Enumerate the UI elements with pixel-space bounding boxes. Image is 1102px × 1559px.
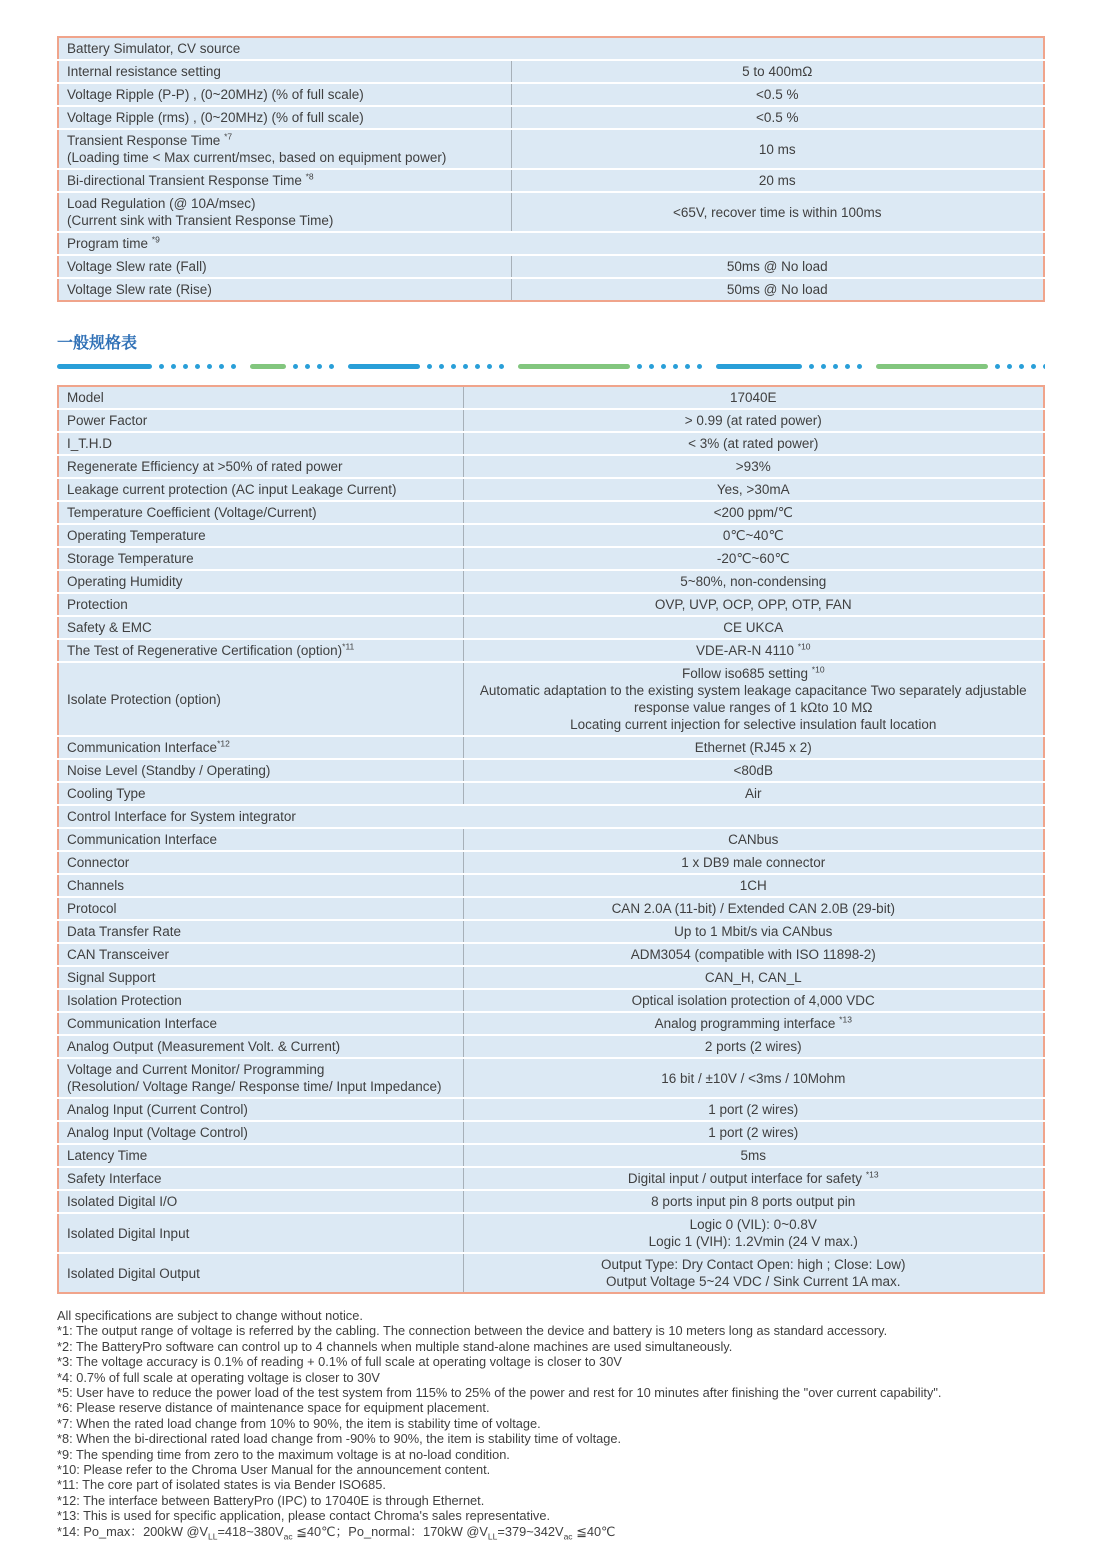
spec-value: CANbus [463,828,1044,851]
divider-dot [293,364,298,369]
spec-row [58,455,1044,478]
spec-row [58,570,1044,593]
spec-row [58,593,1044,616]
spec-row [58,478,1044,501]
spec-label: Noise Level (Standby / Operating) [58,759,463,782]
divider-dot [673,364,678,369]
spec-value: Logic 0 (VIL): 0~0.8V Logic 1 (VIH): 1.2Vmin (24 V max.) [463,1213,1044,1253]
footnote-line: *8: When the bi-directional rated load change from -90% to 90%, the item is stability time of voltage. [57,1431,622,1447]
spec-value: Up to 1 Mbit/s via CANbus [463,920,1044,943]
spec-value: 5ms [463,1144,1044,1167]
spec-row [58,616,1044,639]
spec-value: Air [463,782,1044,805]
divider-dot [329,364,334,369]
spec-label: Storage Temperature [58,547,463,570]
divider-dash [716,364,802,369]
spec-label: Safety & EMC [58,616,463,639]
spec-row [58,920,1044,943]
spec-row [58,1213,1044,1253]
spec-value: 1 port (2 wires) [463,1121,1044,1144]
divider-dot [845,364,850,369]
footnote-line: *13: This is used for specific application, please contact Chroma's sales representative. [57,1508,551,1524]
spec-label: Power Factor [58,409,463,432]
spec-label: Protocol [58,897,463,920]
spec-value: 16 bit / ±10V / <3ms / 10Mohm [463,1058,1044,1098]
table-header-row [58,386,1044,409]
divider-dash [518,364,630,369]
divider-dot [1043,364,1045,369]
spec-label: Communication Interface [58,828,463,851]
spec-label: Analog Input (Voltage Control) [58,1121,463,1144]
divider-dot [661,364,666,369]
spec-label: Isolation Protection [58,989,463,1012]
spec-row [58,83,1044,106]
spec-label: Load Regulation (@ 10A/msec) (Current sink with Transient Response Time) [58,192,511,232]
spec-value: VDE-AR-N 4110 $^{*10}$ [463,639,1044,662]
spec-row [58,1190,1044,1213]
spec-row [58,192,1044,232]
spec-value: OVP, UVP, OCP, OPP, OTP, FAN [463,593,1044,616]
spec-row [58,432,1044,455]
spec-value: <65V, recover time is within 100ms [511,192,1044,232]
spec-label: Voltage and Current Monitor/ Programming (Resolution/ Voltage Range/ Response time/ Input Impedance) [58,1058,463,1098]
spec-label: Analog Output (Measurement Volt. & Current) [58,1035,463,1058]
spec-row [58,1167,1044,1190]
divider-dot [1007,364,1012,369]
divider-dash [348,364,420,369]
divider-dash [57,364,152,369]
spec-value: 2 ports (2 wires) [463,1035,1044,1058]
spec-value: 0℃~40℃ [463,524,1044,547]
divider-dot [159,364,164,369]
spec-label: Voltage Ripple (rms) , (0~20MHz) (% of full scale) [58,106,511,129]
footnote-line: *4: 0.7% of full scale at operating voltage is closer to 30V [57,1369,380,1385]
spec-row [58,255,1044,278]
divider-dot [685,364,690,369]
spec-label: Program time $^{*9}$ [58,232,1044,255]
spec-value: 8 ports input pin 8 ports output pin [463,1190,1044,1213]
spec-row [58,106,1044,129]
spacer [57,1294,1045,1308]
spec-label: Connector [58,851,463,874]
spec-label: Isolated Digital Output [58,1253,463,1293]
section-header-row [58,37,1044,60]
spec-row [58,828,1044,851]
spec-value: 5 to 400mΩ [511,60,1044,83]
spec-value: Optical isolation protection of 4,000 VDC [463,989,1044,1012]
footnote-line: *2: The BatteryPro software can control up to 4 channels when multiple stand-alone machines are used simultaneously. [57,1338,733,1354]
spec-value: 1CH [463,874,1044,897]
spec-row [58,759,1044,782]
footnote-line: *9: The spending time from zero to the maximum voltage is at no-load condition. [57,1446,510,1462]
general-spec-table [57,385,1045,1294]
footnote-line: *1: The output range of voltage is referred by the cabling. The connection between the device and battery is 10 meters long as standard accessory. [57,1323,888,1339]
spec-value: 1 port (2 wires) [463,1098,1044,1121]
spec-label: Transient Response Time $^{*7}$ (Loading time < Max current/msec, based on equipment power) [58,129,511,169]
divider-dot [207,364,212,369]
section-header-label: Battery Simulator, CV source [58,37,1044,60]
divider-dot [463,364,468,369]
spec-value: Output Type: Dry Contact Open: high ; Close: Low) Output Voltage 5~24 VDC / Sink Current 1A max. [463,1253,1044,1293]
column-header-label: Model [58,386,463,409]
spec-value: <0.5 % [511,106,1044,129]
spec-row [58,232,1044,255]
footnote-line: *12: The interface between BatteryPro (IPC) to 17040E is through Ethernet. [57,1492,485,1508]
footnote-line: *6: Please reserve distance of maintenance space for equipment placement. [57,1400,490,1416]
divider-dot [451,364,456,369]
divider-dot [195,364,200,369]
spec-value: 20 ms [511,169,1044,192]
divider-dot [439,364,444,369]
spec-label: Communication Interface [58,1012,463,1035]
spec-label: Voltage Slew rate (Fall) [58,255,511,278]
spec-value: 50ms @ No load [511,255,1044,278]
spec-label: Temperature Coefficient (Voltage/Current) [58,501,463,524]
spec-row [58,169,1044,192]
spec-label: I_T.H.D [58,432,463,455]
spec-row [58,1012,1044,1035]
spec-label: Cooling Type [58,782,463,805]
spec-row [58,943,1044,966]
spec-row [58,1253,1044,1293]
spec-value: Analog programming interface $^{*13}$ [463,1012,1044,1035]
spec-label: Latency Time [58,1144,463,1167]
spec-row [58,129,1044,169]
divider-dot [637,364,642,369]
divider-dot [305,364,310,369]
spec-label: Analog Input (Current Control) [58,1098,463,1121]
spec-value: CAN 2.0A (11-bit) / Extended CAN 2.0B (29-bit) [463,897,1044,920]
spec-label: Regenerate Efficiency at >50% of rated power [58,455,463,478]
spec-value: 10 ms [511,129,1044,169]
spec-label: Operating Humidity [58,570,463,593]
spec-value: CAN_H, CAN_L [463,966,1044,989]
spec-value: 50ms @ No load [511,278,1044,301]
spec-row [58,662,1044,736]
spec-row [58,501,1044,524]
divider-dot [857,364,862,369]
spec-row [58,278,1044,301]
footnote-line: *3: The voltage accuracy is 0.1% of reading + 0.1% of full scale at operating voltage is closer to 30V [57,1354,622,1370]
spec-row [58,524,1044,547]
divider-dot [1031,364,1036,369]
spec-value: 5~80%, non-condensing [463,570,1044,593]
divider-dot [995,364,1000,369]
divider-dot [697,364,702,369]
footnotes-block [57,1308,1047,1542]
footnote-line: *10: Please refer to the Chroma User Manual for the announcement content. [57,1462,491,1478]
general-spec-title: 一般规格表 [57,335,138,352]
spec-value: CE UKCA [463,616,1044,639]
spec-label: Isolated Digital I/O [58,1190,463,1213]
spec-label: Voltage Slew rate (Rise) [58,278,511,301]
spec-label: Leakage current protection (AC input Leakage Current) [58,478,463,501]
spec-label: Safety Interface [58,1167,463,1190]
spec-row [58,60,1044,83]
divider-dot [833,364,838,369]
spec-row [58,966,1044,989]
spec-label: Voltage Ripple (P-P) , (0~20MHz) (% of full scale) [58,83,511,106]
divider-dot [219,364,224,369]
spec-value: > 0.99 (at rated power) [463,409,1044,432]
column-header-value: 17040E [463,386,1044,409]
divider-dash [876,364,988,369]
spec-row [58,851,1044,874]
spec-row [58,736,1044,759]
spec-value: <0.5 % [511,83,1044,106]
spec-label: Signal Support [58,966,463,989]
footnote-line: *11: The core part of isolated states is via Bender ISO685. [57,1477,386,1493]
section-header-row [58,805,1044,828]
divider-dot [475,364,480,369]
footnote-line: All specifications are subject to change without notice. [57,1308,363,1323]
divider-dot [821,364,826,369]
divider-dot [487,364,492,369]
spec-row [58,1035,1044,1058]
spec-label: Bi-directional Transient Response Time $^{*8}$ [58,169,511,192]
divider-dot [183,364,188,369]
spec-row [58,989,1044,1012]
spec-row [58,409,1044,432]
section-header-label: Control Interface for System integrator [58,805,1044,828]
spec-label: CAN Transceiver [58,943,463,966]
spec-label: Channels [58,874,463,897]
divider-dot [1019,364,1024,369]
spec-value: ADM3054 (compatible with ISO 11898-2) [463,943,1044,966]
divider-dash [250,364,286,369]
spec-row [58,1121,1044,1144]
divider-dot [649,364,654,369]
spacer [57,302,1045,330]
spec-label: Operating Temperature [58,524,463,547]
spec-label: Data Transfer Rate [58,920,463,943]
decorative-divider [57,363,1045,369]
divider-dot [317,364,322,369]
spec-value: <200 ppm/℃ [463,501,1044,524]
footnote-line: *7: When the rated load change from 10% to 90%, the item is stability time of voltage. [57,1415,541,1431]
spec-row [58,1144,1044,1167]
divider-dot [171,364,176,369]
divider-dot [809,364,814,369]
spec-label: The Test of Regenerative Certification (option)$^{*11}$ [58,639,463,662]
spec-row [58,1058,1044,1098]
spec-row [58,874,1044,897]
spec-row [58,897,1044,920]
spec-value: >93% [463,455,1044,478]
spec-value: Ethernet (RJ45 x 2) [463,736,1044,759]
footnote-line: *5: User have to reduce the power load of the test system from 115% to 25% of the power and rest for 10 minutes after finishing the "over current capability". [57,1385,942,1401]
spec-label: Internal resistance setting [58,60,511,83]
spec-value: Digital input / output interface for safety $^{*13}$ [463,1167,1044,1190]
spec-label: Protection [58,593,463,616]
spec-value: Follow iso685 setting $^{*10}$ Automatic adaptation to the existing system leakage capacitance Two separately adjustable response value ranges of 1 kΩto 10 MΩ Locating current injection for selective insulation fault location [463,662,1044,736]
spec-row [58,1098,1044,1121]
spec-label: Communication Interface$^{*12}$ [58,736,463,759]
spec-value: Yes, >30mA [463,478,1044,501]
footnote-line: *14: Po_max：200kW $@V_{LL}=418\sim 380V_{ac}$ ≦40℃；Po_normal：170kW $@V_{LL}=379\sim 342V_{ac}$ ≦40℃ [57,1523,616,1542]
divider-dot [231,364,236,369]
spec-row [58,782,1044,805]
divider-dot [427,364,432,369]
spec-row [58,547,1044,570]
spec-label: Isolated Digital Input [58,1213,463,1253]
spec-value: -20℃~60℃ [463,547,1044,570]
spec-value: <80dB [463,759,1044,782]
divider-dot [499,364,504,369]
spec-label: Isolate Protection (option) [58,662,463,736]
spec-row [58,639,1044,662]
spec-value: 1 x DB9 male connector [463,851,1044,874]
spec-value: < 3% (at rated power) [463,432,1044,455]
battery-simulator-table [57,36,1045,302]
